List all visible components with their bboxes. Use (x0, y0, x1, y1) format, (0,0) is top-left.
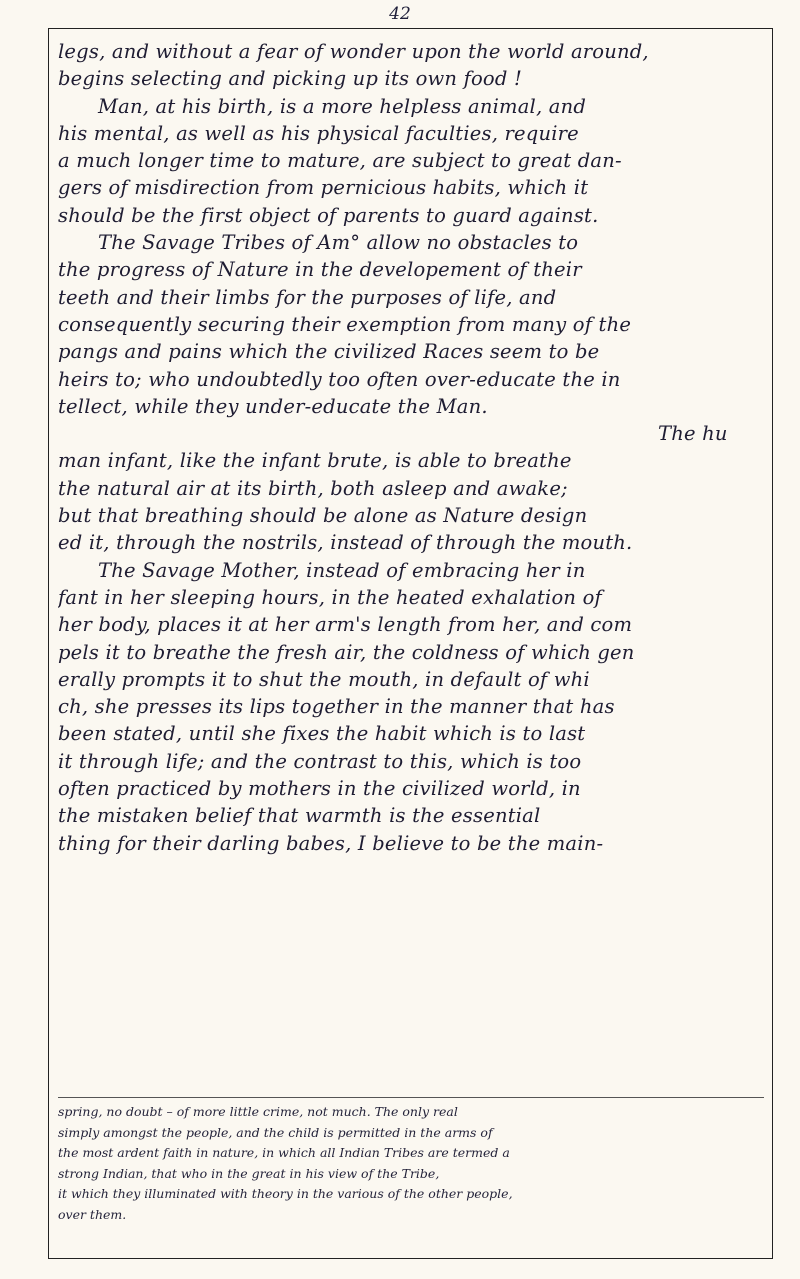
text-line: Man, at his birth, is a more helpless animal, and (98, 94, 587, 118)
body-text (58, 38, 764, 857)
text-line: pels it to breathe the fresh air, the coldness of which gen (58, 640, 635, 664)
text-line: begins selecting and picking up its own food ! (58, 67, 522, 91)
text-line: her body, places it at her arm's length from her, and com (58, 613, 633, 637)
text-line: the natural air at its birth, both asleep and awake; (58, 476, 568, 500)
footnote-text (58, 1102, 764, 1225)
bottom-rule (48, 1258, 772, 1259)
text-line: The Savage Tribes of Am° allow no obstacles to (98, 231, 579, 255)
text-line: The Savage Mother, instead of embracing her in (98, 558, 586, 582)
text-line: been stated, until she fixes the habit which is to last (58, 722, 586, 746)
text-line: ed it, through the nostrils, instead of through the mouth. (58, 531, 633, 555)
text-line: teeth and their limbs for the purposes of life, and (58, 285, 557, 309)
footnote-separator (58, 1097, 764, 1098)
text-line: tellect, while they under-educate the Man. (58, 394, 488, 418)
text-line: gers of misdirection from pernicious habits, which it (58, 176, 589, 200)
footnote-line: the most ardent faith in nature, in which all Indian Tribes are termed a (58, 1145, 510, 1160)
text-line: erally prompts it to shut the mouth, in default of whi (58, 667, 590, 691)
text-line: The hu (658, 422, 728, 446)
right-margin-rule (772, 28, 773, 1259)
text-line: man infant, like the infant brute, is able to breathe (58, 449, 572, 473)
footnote-line: it which they illuminated with theory in the various of the other people, (58, 1186, 513, 1201)
footnote-line: strong Indian, that who in the great in his view of the Tribe, (58, 1165, 440, 1181)
text-line: his mental, as well as his physical faculties, require (58, 121, 579, 145)
text-line: but that breathing should be alone as Nature design (58, 504, 588, 528)
text-line: fant in her sleeping hours, in the heated exhalation of (58, 585, 602, 609)
text-line: the mistaken belief that warmth is the essential (58, 804, 541, 828)
footnote-line: over them. (58, 1206, 127, 1222)
footnote-line: spring, no doubt – of more little crime, not much. The only real (58, 1104, 458, 1119)
footnote-line: simply amongst the people, and the child is permitted in the arms of (58, 1124, 493, 1140)
page-number: 42 (389, 4, 411, 24)
left-margin-rule (48, 28, 49, 1259)
text-line: should be the first object of parents to guard against. (58, 203, 599, 227)
text-line: heirs to; who undoubtedly too often over-educate the in (58, 367, 621, 391)
text-line: a much longer time to mature, are subject to great dan- (58, 149, 622, 173)
text-line: often practiced by mothers in the civilized world, in (58, 777, 581, 801)
text-line: thing for their darling babes, I believe to be the main- (58, 831, 604, 855)
text-line: legs, and without a fear of wonder upon the world around, (58, 40, 649, 63)
text-line: the progress of Nature in the developement of their (58, 258, 582, 282)
text-line: ch, she presses its lips together in the manner that has (58, 695, 615, 719)
text-line: pangs and pains which the civilized Races seem to be (58, 340, 600, 364)
text-line: consequently securing their exemption from many of the (58, 312, 632, 336)
top-rule (48, 28, 772, 29)
text-line: it through life; and the contrast to this, which is too (58, 749, 582, 773)
